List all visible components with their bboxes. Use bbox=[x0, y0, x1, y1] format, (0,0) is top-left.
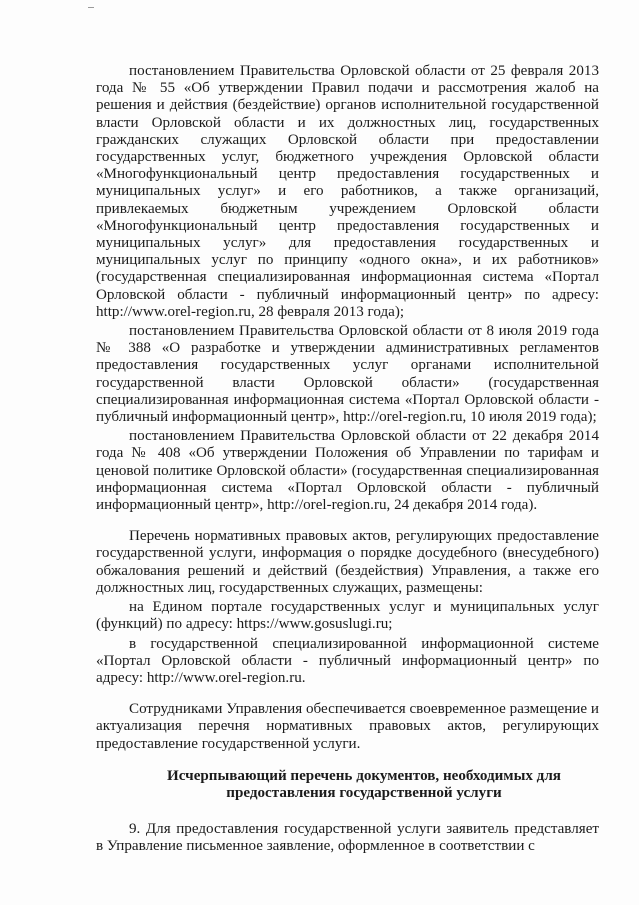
paragraph-resolution-2019: постановлением Правительства Орловской области от 8 июля 2019 года № 388 «О разработке и утверждении административных регламентов предоставления государственных услуг органами исполнительной государственной власти Орловской области» (государственная специализированная информационная система «Портал Орловской области - публичный информационный центр», http://orel-region.ru, 10 июля 2019 года); bbox=[96, 323, 599, 426]
section-heading-line-1: Исчерпывающий перечень документов, необходимых для bbox=[167, 767, 561, 784]
paragraph-gosuslugi-portal: на Едином портале государственных услуг и муниципальных услуг (функций) по адресу: https://www.gosuslugi.ru; bbox=[96, 599, 599, 633]
section-heading bbox=[96, 768, 599, 802]
paragraph-staff-duties: Сотрудниками Управления обеспечивается своевременное размещение и актуализация перечня нормативных правовых актов, регулирующих предоставление государственной услуги. bbox=[96, 701, 599, 752]
document-body bbox=[96, 63, 599, 856]
paragraph-acts-list: Перечень нормативных правовых актов, регулирующих предоставление государственной услуги, информация о порядке досудебного (внесудебного) обжалования решений и действий (бездействия) Управления, а также его должностных лиц, государственных служащих, размещены: bbox=[96, 528, 599, 596]
paragraph-resolution-2014: постановлением Правительства Орловской области от 22 декабря 2014 года № 408 «Об утверждении Положения об Управлении по тарифам и ценовой политике Орловской области» (государственная специализированная информационная система «Портал Орловской области - публичный информационный центр», http://orel-region.ru, 24 декабря 2014 года). bbox=[96, 428, 599, 514]
scan-artifact bbox=[88, 7, 94, 8]
paragraph-resolution-2013: постановлением Правительства Орловской области от 25 февраля 2013 года № 55 «Об утверждении Правил подачи и рассмотрения жалоб на решения и действия (бездействие) органов исполнительной государственной власти Орловской области и их должностных лиц, государственных гражданских служащих Орловской области при предоставлении государственных услуг, бюджетного учреждения Орловской области «Многофункциональный центр предоставления государственных и муниципальных услуг» и его работников, а также организаций, привлекаемых бюджетным учреждением Орловской области «Многофункциональный центр предоставления государственных и муниципальных услуг» для предоставления государственных и муниципальных услуг по принципу «одного окна», и их работников» (государственная специализированная информационная система «Портал Орловской области - публичный информационный центр» по адресу: http://www.orel-region.ru, 28 февраля 2013 года); bbox=[96, 63, 599, 320]
section-heading-line-2: предоставления государственной услуги bbox=[226, 784, 502, 801]
paragraph-regional-portal: в государственной специализированной информационной системе «Портал Орловской области - публичный информационный центр» по адресу: http://www.orel-region.ru. bbox=[96, 635, 599, 686]
paragraph-item-9: 9. Для предоставления государственной услуги заявитель представляет в Управление письменное заявление, оформленное в соответствии с bbox=[96, 821, 599, 855]
